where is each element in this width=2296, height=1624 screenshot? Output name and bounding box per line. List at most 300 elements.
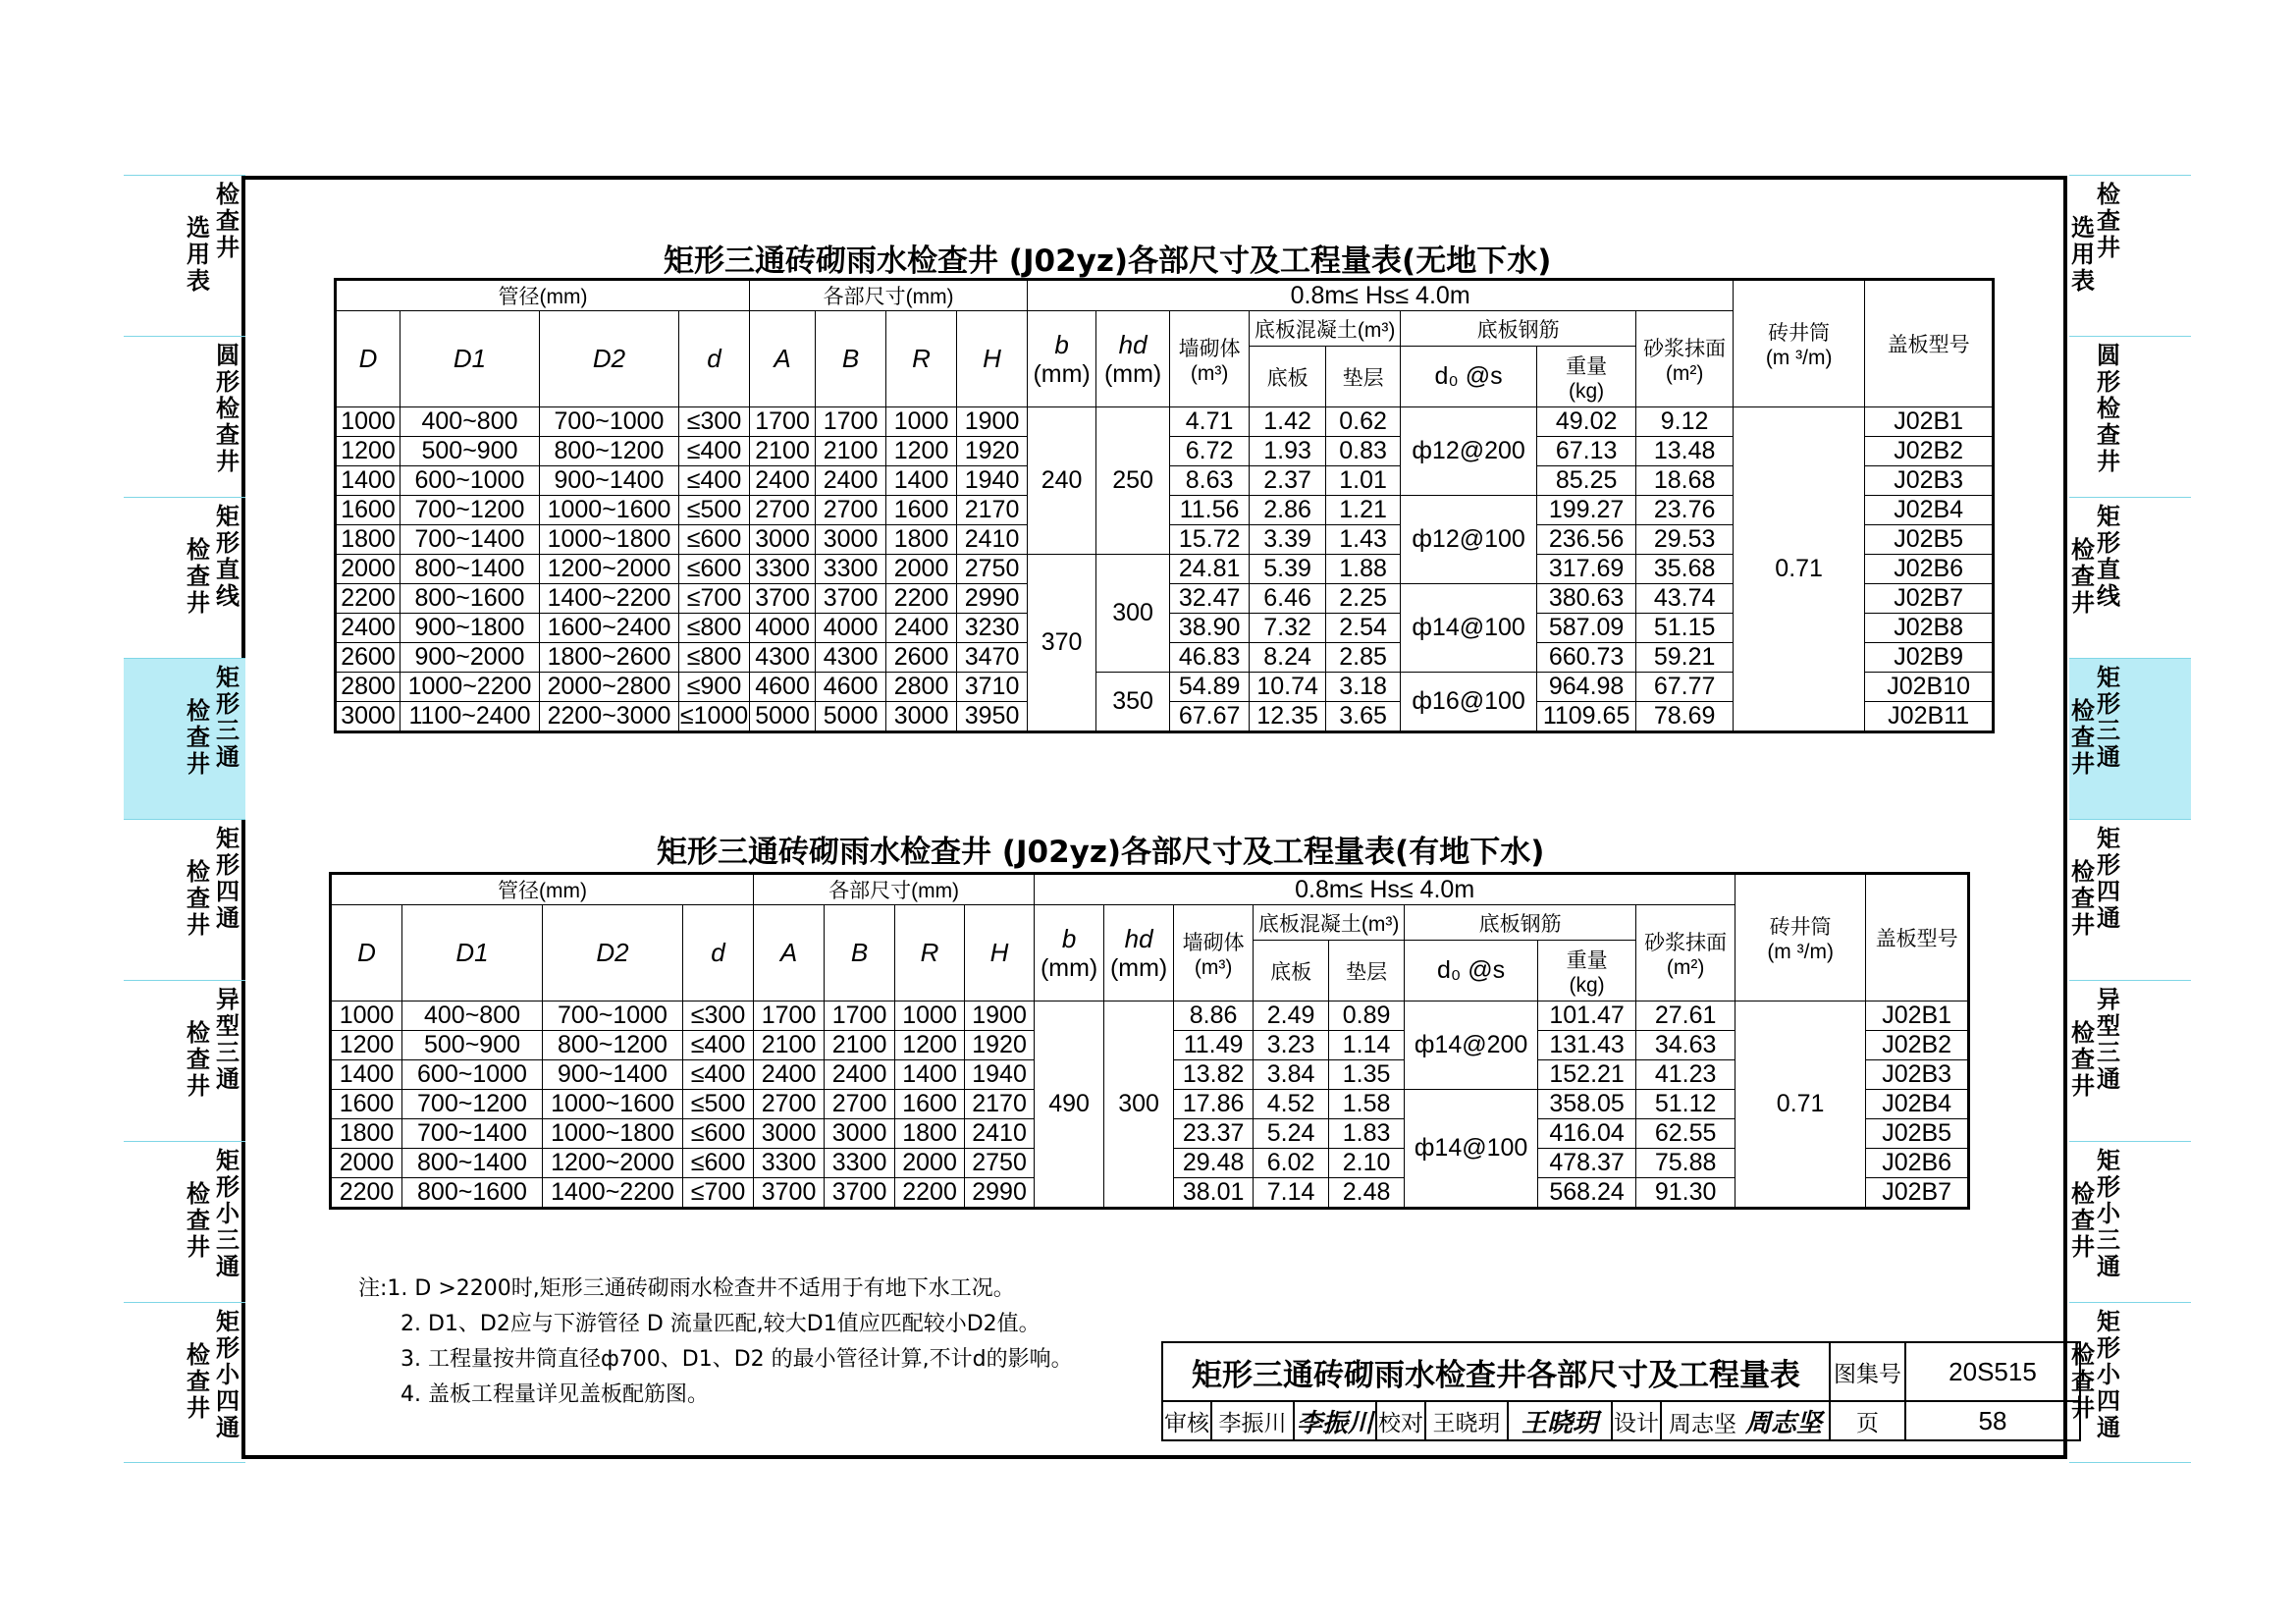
table-cell: 54.89 (1170, 673, 1250, 702)
table-cell: 38.90 (1170, 614, 1250, 643)
tab-sublabel: 选用表 (2071, 214, 2095, 295)
table-cell: 51.15 (1636, 614, 1734, 643)
table-cell: 1920 (965, 1031, 1035, 1060)
table-cell: ≤500 (683, 1090, 754, 1119)
table-cell: J02B11 (1865, 702, 1994, 732)
table-cell: 4000 (816, 614, 886, 643)
table-cell: 900~1400 (540, 466, 679, 496)
table-cell: 2800 (336, 673, 400, 702)
table-cell: 2100 (750, 437, 816, 466)
table-cell: 700~1200 (402, 1090, 543, 1119)
table-cell: 23.37 (1174, 1119, 1254, 1149)
table-cell: ф16@100 (1401, 673, 1537, 732)
table-cell: 2800 (886, 673, 957, 702)
table-with-groundwater (329, 872, 1970, 1210)
table-cell: ≤400 (679, 437, 750, 466)
col-D: D (331, 905, 402, 1001)
table-cell: 1940 (957, 466, 1028, 496)
table-cell: 2990 (965, 1178, 1035, 1209)
table-cell: 2410 (957, 525, 1028, 555)
col-cushion: 垫层 (1326, 347, 1401, 407)
tab-label: 矩形小四通 (216, 1308, 240, 1441)
table-cell: 800~1200 (543, 1031, 683, 1060)
table-cell: 13.48 (1636, 437, 1734, 466)
right-tab-4[interactable] (2069, 819, 2191, 980)
table-cell: J02B1 (1866, 1001, 1969, 1031)
table-cell: 15.72 (1170, 525, 1250, 555)
tab-sublabel: 检查井 (187, 536, 210, 617)
table-cell: 0.71 (1734, 407, 1865, 732)
table-cell: 3.23 (1254, 1031, 1329, 1060)
table-cell: 2100 (825, 1031, 895, 1060)
table-cell: 2000~2800 (540, 673, 679, 702)
tab-label: 检查井 (2097, 181, 2120, 261)
table-cell: 478.37 (1538, 1149, 1636, 1178)
table-no-groundwater (334, 278, 1995, 733)
table-cell: 1000~2200 (400, 673, 540, 702)
col-weight: 重量 (kg) (1538, 941, 1636, 1001)
table-cell: 370 (1028, 555, 1096, 732)
note-1: 注:1. D >2200时,矩形三通砖砌雨水检查井不适用于有地下水工况。 (358, 1276, 1015, 1301)
table-cell: 2.54 (1326, 614, 1401, 643)
table-cell: 9.12 (1636, 407, 1734, 437)
table-cell: 1.14 (1329, 1031, 1405, 1060)
table-cell: 2000 (336, 555, 400, 584)
table-cell: 1800~2600 (540, 643, 679, 673)
table-cell: 1400 (336, 466, 400, 496)
table-cell: 2170 (957, 496, 1028, 525)
table-cell: 490 (1035, 1001, 1104, 1209)
table-cell: 2750 (957, 555, 1028, 584)
table-cell: 380.63 (1537, 584, 1636, 614)
col-b: b (mm) (1028, 311, 1096, 407)
table-cell: 0.89 (1329, 1001, 1405, 1031)
table-cell: 1900 (957, 407, 1028, 437)
tab-sublabel: 检查井 (187, 858, 210, 939)
table-cell: ≤1000 (679, 702, 750, 732)
table-cell: 62.55 (1636, 1119, 1735, 1149)
table-cell: ≤800 (679, 643, 750, 673)
table-cell: 800~1600 (402, 1178, 543, 1209)
tab-label: 矩形小三通 (216, 1147, 240, 1280)
table-cell: 1.83 (1329, 1119, 1405, 1149)
table-cell: 1000 (336, 407, 400, 437)
table-cell: J02B6 (1865, 555, 1994, 584)
table-cell: 11.56 (1170, 496, 1250, 525)
table-cell: 1200 (886, 437, 957, 466)
dims-header: 各部尺寸(mm) (754, 874, 1035, 905)
table-cell: 1.58 (1329, 1090, 1405, 1119)
table-cell: 236.56 (1537, 525, 1636, 555)
table-cell: 3.18 (1326, 673, 1401, 702)
table-cell: 1.42 (1250, 407, 1326, 437)
table-cell: 3.65 (1326, 702, 1401, 732)
tab-label: 异型三通 (216, 986, 240, 1093)
tab-label: 矩形三通 (216, 664, 240, 771)
page-label: 页 (1830, 1401, 1905, 1440)
table-cell: 500~900 (400, 437, 540, 466)
table-cell: 2200 (895, 1178, 965, 1209)
table-cell: 1800 (895, 1119, 965, 1149)
table-cell: 240 (1028, 407, 1096, 555)
left-tab-3[interactable] (124, 658, 245, 819)
note-4: 4. 盖板工程量详见盖板配筋图。 (400, 1382, 709, 1407)
table-cell: 2.25 (1326, 584, 1401, 614)
table-cell: 2400 (754, 1060, 825, 1090)
table-row (336, 407, 1994, 437)
page-number: 58 (1905, 1401, 2080, 1440)
table-cell: 23.76 (1636, 496, 1734, 525)
table-cell: J02B3 (1865, 466, 1994, 496)
table-cell: 1000~1600 (540, 496, 679, 525)
col-plaster: 砂浆抹面 (m²) (1636, 905, 1735, 1001)
table-cell: 1940 (965, 1060, 1035, 1090)
table-cell: 358.05 (1538, 1090, 1636, 1119)
table-cell: ≤400 (683, 1031, 754, 1060)
tab-sublabel: 检查井 (187, 1019, 210, 1100)
table-cell: 78.69 (1636, 702, 1734, 732)
table-cell: 1000 (331, 1001, 402, 1031)
tab-sublabel: 检查井 (2071, 697, 2095, 778)
col-d: d (683, 905, 754, 1001)
shaft-header: 砖井筒 (m ³/m) (1734, 280, 1865, 407)
table-cell: ≤400 (683, 1060, 754, 1090)
table-cell: J02B6 (1866, 1149, 1969, 1178)
table-cell: 18.68 (1636, 466, 1734, 496)
table-cell: 568.24 (1538, 1178, 1636, 1209)
table-cell: 2100 (754, 1031, 825, 1060)
table-cell: 2700 (825, 1090, 895, 1119)
col-D2: D2 (540, 311, 679, 407)
tab-label: 矩形直线 (216, 503, 240, 610)
col-b: b (mm) (1035, 905, 1104, 1001)
table-cell: 2200 (886, 584, 957, 614)
right-tab-2[interactable] (2069, 497, 2191, 658)
right-tab-6[interactable] (2069, 1141, 2191, 1302)
table-cell: 41.23 (1636, 1060, 1735, 1090)
table-cell: 1200~2000 (543, 1149, 683, 1178)
table-cell: 700~1000 (543, 1001, 683, 1031)
table-cell: J02B8 (1865, 614, 1994, 643)
table-cell: 1700 (816, 407, 886, 437)
drawing-title: 矩形三通砖砌雨水检查井各部尺寸及工程量表 (1162, 1342, 1830, 1401)
tab-sublabel: 检查井 (2071, 1180, 2095, 1261)
table-cell: 1200 (895, 1031, 965, 1060)
table-cell: 3300 (754, 1149, 825, 1178)
table-cell: 32.47 (1170, 584, 1250, 614)
col-A: A (750, 311, 816, 407)
col-weight: 重量 (kg) (1537, 347, 1636, 407)
table-cell: J02B3 (1866, 1060, 1969, 1090)
tab-label: 圆形检查井 (216, 342, 240, 475)
table-cell: 3470 (957, 643, 1028, 673)
table-cell: 2200 (331, 1178, 402, 1209)
table-cell: 300 (1096, 555, 1170, 673)
table-cell: 500~900 (402, 1031, 543, 1060)
table-cell: 2600 (336, 643, 400, 673)
table-cell: 2000 (895, 1149, 965, 1178)
table-cell: 3.84 (1254, 1060, 1329, 1090)
range-header: 0.8m≤ Hs≤ 4.0m (1028, 280, 1734, 311)
table-cell: 5.39 (1250, 555, 1326, 584)
table-cell: 1600 (886, 496, 957, 525)
table-cell: 1000~1800 (540, 525, 679, 555)
table-cell: 1700 (825, 1001, 895, 1031)
table-cell: 1200~2000 (540, 555, 679, 584)
table-cell: 5.24 (1254, 1119, 1329, 1149)
table-cell: 4.52 (1254, 1090, 1329, 1119)
checker-signature: 王晓玥 (1508, 1401, 1612, 1440)
table-cell: 152.21 (1538, 1060, 1636, 1090)
col-d: d (679, 311, 750, 407)
table-cell: 2000 (331, 1149, 402, 1178)
table-cell: 5000 (750, 702, 816, 732)
review-label: 审核 (1162, 1401, 1211, 1440)
table-cell: 250 (1096, 407, 1170, 555)
table-cell: 6.02 (1254, 1149, 1329, 1178)
left-tab-0[interactable] (124, 175, 245, 336)
left-tab-1[interactable] (124, 336, 245, 497)
table-cell: 1000 (886, 407, 957, 437)
dims-header: 各部尺寸(mm) (750, 280, 1028, 311)
table-cell: ≤700 (683, 1178, 754, 1209)
table-cell: 46.83 (1170, 643, 1250, 673)
table-cell: 1600~2400 (540, 614, 679, 643)
left-tab-7[interactable] (124, 1302, 245, 1463)
table-cell: 199.27 (1537, 496, 1636, 525)
table-cell: 13.82 (1174, 1060, 1254, 1090)
table-cell: 600~1000 (402, 1060, 543, 1090)
table-cell: 1400 (886, 466, 957, 496)
table-cell: 0.62 (1326, 407, 1401, 437)
table-cell: 2.86 (1250, 496, 1326, 525)
col-wall: 墙砌体 (m³) (1170, 311, 1250, 407)
table-cell: 3.39 (1250, 525, 1326, 555)
col-B: B (816, 311, 886, 407)
tab-label: 圆形检查井 (2097, 342, 2120, 475)
col-hd: hd (mm) (1104, 905, 1174, 1001)
table-cell: 4000 (750, 614, 816, 643)
col-B: B (825, 905, 895, 1001)
table-cell: 700~1200 (400, 496, 540, 525)
table-cell: 49.02 (1537, 407, 1636, 437)
table1-title: 矩形三通砖砌雨水检查井 (J02yz)各部尺寸及工程量表(无地下水) (664, 244, 1552, 279)
tab-sublabel: 检查井 (2071, 1019, 2095, 1100)
col-hd: hd (mm) (1096, 311, 1170, 407)
table-cell: 1000~1600 (543, 1090, 683, 1119)
table-cell: J02B7 (1865, 584, 1994, 614)
table-cell: 34.63 (1636, 1031, 1735, 1060)
table-cell: ≤700 (679, 584, 750, 614)
table-cell: 8.24 (1250, 643, 1326, 673)
table-cell: 8.63 (1170, 466, 1250, 496)
col-cushion: 垫层 (1329, 941, 1405, 1001)
table-cell: 2700 (750, 496, 816, 525)
col-D1: D1 (400, 311, 540, 407)
table-cell: 700~1000 (540, 407, 679, 437)
table-cell: ф14@100 (1401, 584, 1537, 673)
note-3: 3. 工程量按井筒直径ф700、D1、D2 的最小管径计算,不计d的影响。 (400, 1347, 1073, 1372)
table-cell: 1.43 (1326, 525, 1401, 555)
table-cell: 1200 (336, 437, 400, 466)
table-cell: 24.81 (1170, 555, 1250, 584)
table-cell: 2400 (825, 1060, 895, 1090)
col-slab: 底板 (1250, 347, 1326, 407)
table-cell: ф14@100 (1405, 1090, 1538, 1209)
col-D2: D2 (543, 905, 683, 1001)
table-cell: 2200~3000 (540, 702, 679, 732)
tab-sublabel: 检查井 (2071, 536, 2095, 617)
table-cell: 3700 (750, 584, 816, 614)
tab-sublabel: 选用表 (187, 214, 210, 295)
col-plaster: 砂浆抹面 (m²) (1636, 311, 1734, 407)
left-tab-2[interactable] (124, 497, 245, 658)
table-cell: ≤600 (683, 1119, 754, 1149)
shaft-header: 砖井筒 (m ³/m) (1735, 874, 1866, 1001)
tab-sublabel: 检查井 (187, 1180, 210, 1261)
table-cell: 3700 (825, 1178, 895, 1209)
table-cell: 3000 (825, 1119, 895, 1149)
table-cell: 17.86 (1174, 1090, 1254, 1119)
table-cell: 10.74 (1250, 673, 1326, 702)
right-tab-1[interactable] (2069, 336, 2191, 497)
table-cell: ≤500 (679, 496, 750, 525)
table-cell: 2750 (965, 1149, 1035, 1178)
table-cell: 2.37 (1250, 466, 1326, 496)
table-cell: 6.72 (1170, 437, 1250, 466)
table-cell: 3000 (886, 702, 957, 732)
tab-label: 矩形小三通 (2097, 1147, 2120, 1280)
table-cell: 1800 (886, 525, 957, 555)
notes (358, 1272, 1073, 1413)
table-cell: 2200 (336, 584, 400, 614)
table-cell: 1920 (957, 437, 1028, 466)
table-cell: 29.48 (1174, 1149, 1254, 1178)
table-cell: 2.48 (1329, 1178, 1405, 1209)
table-cell: 2170 (965, 1090, 1035, 1119)
table-cell: 1400 (895, 1060, 965, 1090)
table-cell: 85.25 (1537, 466, 1636, 496)
table-cell: 2.49 (1254, 1001, 1329, 1031)
left-tab-5[interactable] (124, 980, 245, 1141)
tab-label: 矩形四通 (216, 825, 240, 932)
table-cell: 38.01 (1174, 1178, 1254, 1209)
left-tab-strip (124, 175, 245, 1463)
table-cell: 101.47 (1538, 1001, 1636, 1031)
table-cell: J02B7 (1866, 1178, 1969, 1209)
table-cell: J02B4 (1866, 1090, 1969, 1119)
table-cell: 67.77 (1636, 673, 1734, 702)
table-cell: 2400 (816, 466, 886, 496)
range-header: 0.8m≤ Hs≤ 4.0m (1035, 874, 1735, 905)
table-cell: 800~1400 (400, 555, 540, 584)
title-block (1161, 1341, 2081, 1441)
table-cell: ≤300 (683, 1001, 754, 1031)
table-cell: 1600 (331, 1090, 402, 1119)
table-cell: 3300 (750, 555, 816, 584)
table-cell: 43.74 (1636, 584, 1734, 614)
table-cell: 2.10 (1329, 1149, 1405, 1178)
table-cell: 67.67 (1170, 702, 1250, 732)
table-cell: 1800 (336, 525, 400, 555)
table-cell: 1.88 (1326, 555, 1401, 584)
table-cell: 2600 (886, 643, 957, 673)
col-spacing: d₀ @s (1405, 941, 1538, 1001)
left-tab-4[interactable] (124, 819, 245, 980)
atlas-number: 20S515 (1905, 1342, 2080, 1401)
table-cell: ф12@200 (1401, 407, 1537, 496)
table-cell: 2000 (886, 555, 957, 584)
table-cell: 4300 (816, 643, 886, 673)
table-cell: 29.53 (1636, 525, 1734, 555)
pipe-header: 管径(mm) (336, 280, 750, 311)
right-tab-7[interactable] (2069, 1302, 2191, 1463)
col-H: H (965, 905, 1035, 1001)
table-cell: 3000 (750, 525, 816, 555)
table-cell: 5000 (816, 702, 886, 732)
table-cell: J02B1 (1865, 407, 1994, 437)
right-tab-3[interactable] (2069, 658, 2191, 819)
table-cell: 4600 (750, 673, 816, 702)
note-2: 2. D1、D2应与下游管径 D 流量匹配,较大D1值应匹配较小D2值。 (400, 1312, 1041, 1336)
col-rebar: 底板钢筋 (1405, 905, 1636, 941)
table-cell: 2700 (754, 1090, 825, 1119)
col-R: R (895, 905, 965, 1001)
table-cell: 700~1400 (400, 525, 540, 555)
table-cell: 59.21 (1636, 643, 1734, 673)
tab-label: 异型三通 (2097, 986, 2120, 1093)
table-cell: J02B2 (1865, 437, 1994, 466)
table-cell: 600~1000 (400, 466, 540, 496)
table-cell: J02B9 (1865, 643, 1994, 673)
table-cell: 4600 (816, 673, 886, 702)
col-D1: D1 (402, 905, 543, 1001)
tab-label: 矩形四通 (2097, 825, 2120, 932)
table-cell: J02B5 (1865, 525, 1994, 555)
designer-cell: 周志坚 周志坚 (1661, 1401, 1830, 1440)
table-cell: 400~800 (400, 407, 540, 437)
table-cell: J02B5 (1866, 1119, 1969, 1149)
table-cell: 67.13 (1537, 437, 1636, 466)
table-cell: 1800 (331, 1119, 402, 1149)
table-cell: 350 (1096, 673, 1170, 732)
right-tab-5[interactable] (2069, 980, 2191, 1141)
table-cell: 900~2000 (400, 643, 540, 673)
table-cell: ф14@200 (1405, 1001, 1538, 1090)
table-cell: 51.12 (1636, 1090, 1735, 1119)
tab-sublabel: 检查井 (2071, 858, 2095, 939)
tab-label: 检查井 (216, 181, 240, 261)
table-cell: 3000 (816, 525, 886, 555)
table-cell: 75.88 (1636, 1149, 1735, 1178)
cover-header: 盖板型号 (1865, 280, 1994, 407)
table-cell: 1.35 (1329, 1060, 1405, 1090)
table-cell: 4.71 (1170, 407, 1250, 437)
right-tab-0[interactable] (2069, 175, 2191, 336)
table-cell: 3230 (957, 614, 1028, 643)
table-row (331, 1001, 1969, 1031)
table-cell: 900~1800 (400, 614, 540, 643)
table-cell: 1109.65 (1537, 702, 1636, 732)
table-cell: 7.32 (1250, 614, 1326, 643)
left-tab-6[interactable] (124, 1141, 245, 1302)
table-cell: 0.71 (1735, 1001, 1866, 1209)
table-cell: ≤900 (679, 673, 750, 702)
table-cell: 2400 (336, 614, 400, 643)
table-cell: 2400 (886, 614, 957, 643)
table-cell: 416.04 (1538, 1119, 1636, 1149)
table-cell: 400~800 (402, 1001, 543, 1031)
